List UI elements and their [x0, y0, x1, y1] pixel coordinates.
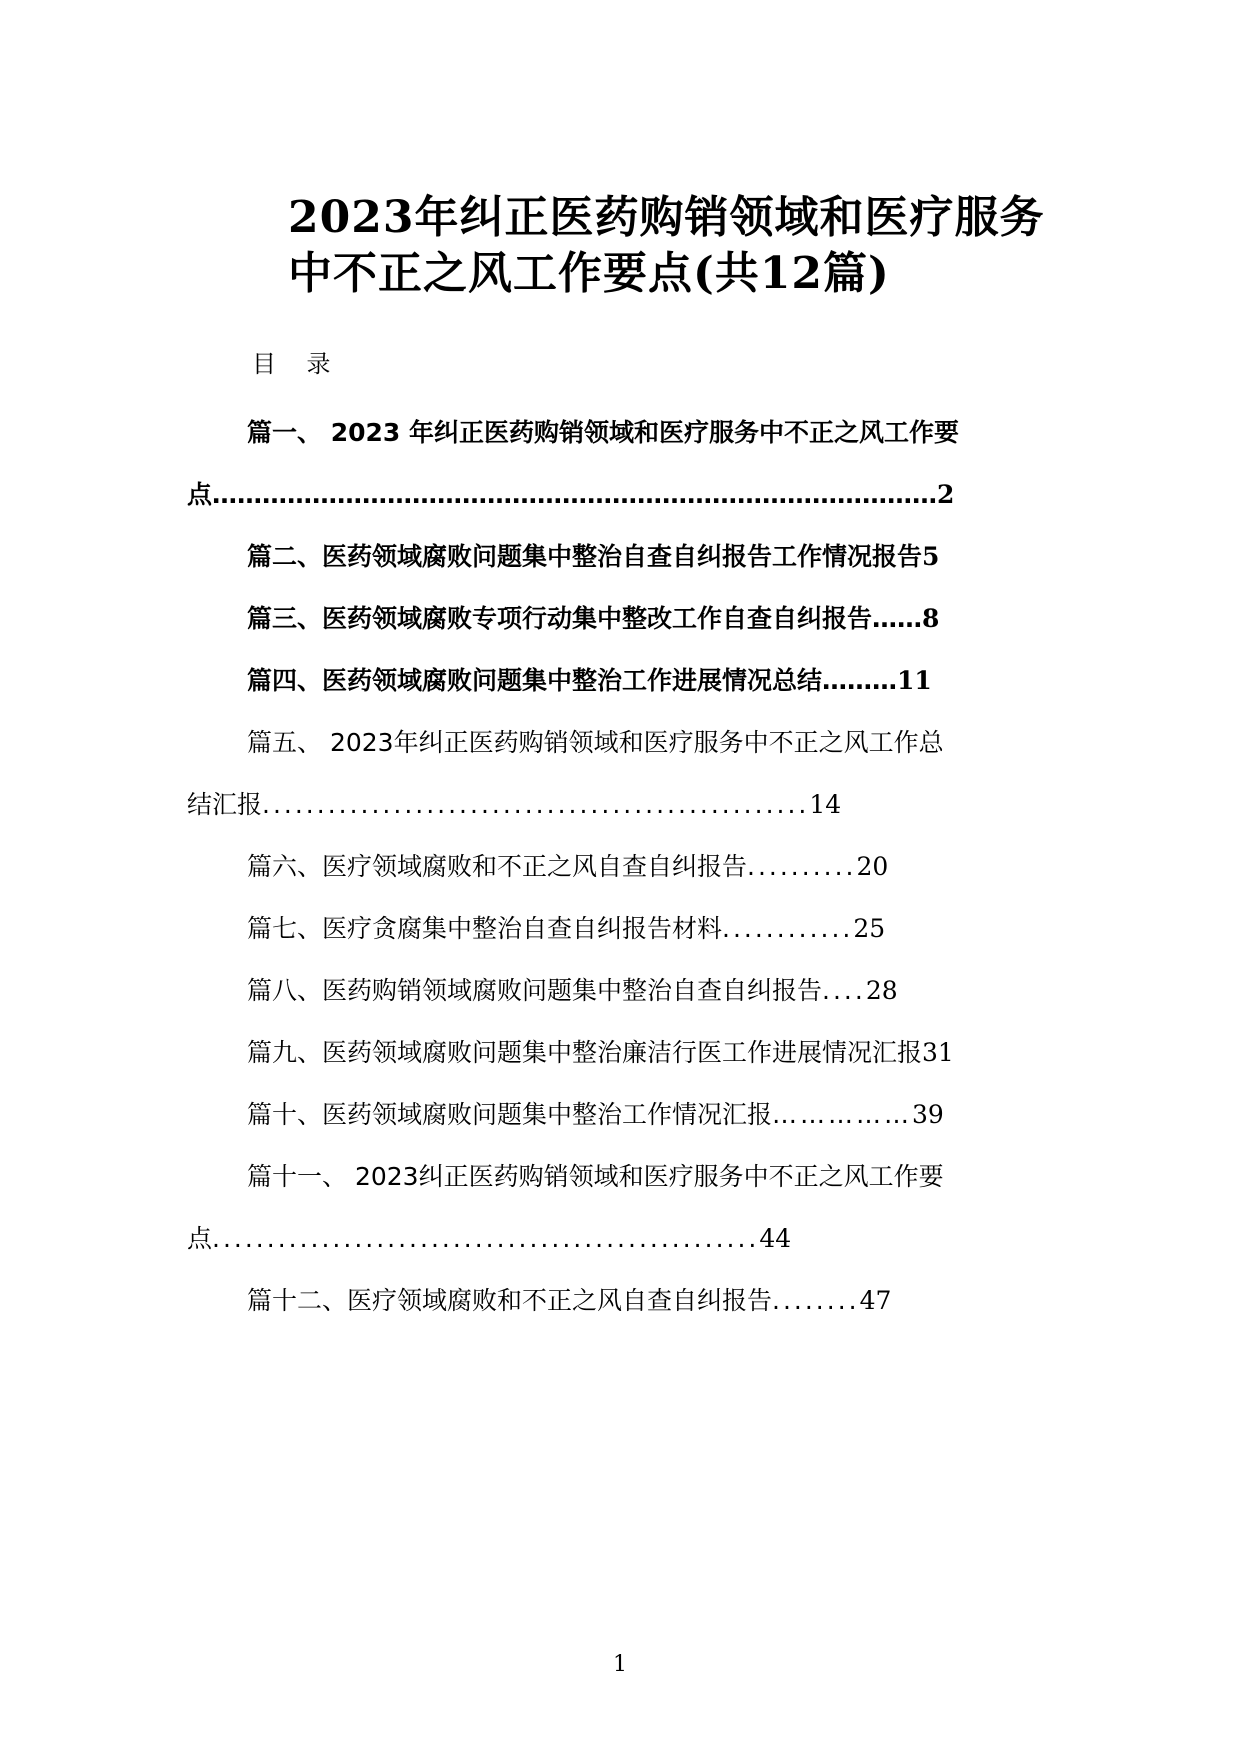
toc-page-number: 2 [937, 480, 955, 509]
toc-entry-line [187, 960, 1057, 1022]
toc-entry[interactable] [187, 836, 1057, 898]
toc-entry[interactable] [187, 588, 1057, 650]
toc-entry-title: 篇四、医药领域腐败问题集中整治工作进展情况总结 [247, 666, 823, 695]
toc-entry-line [187, 1022, 1057, 1084]
toc-entry-title: 点 [187, 1224, 213, 1253]
toc-page-number: 14 [809, 790, 842, 819]
toc-page-number: 39 [912, 1100, 944, 1129]
toc-page-number: 11 [897, 666, 932, 695]
toc-leader-dots: .......... [747, 852, 857, 881]
toc-entry-line [187, 650, 1057, 712]
toc-entry-line [187, 898, 1057, 960]
toc-entry[interactable] [187, 1270, 1057, 1332]
toc-entry-title: 点 [187, 480, 213, 509]
toc-entry-title: 篇五、 2023年纠正医药购销领域和医疗服务中不正之风工作总 [247, 728, 944, 757]
toc-page-number: 28 [865, 976, 898, 1005]
toc-entry-title: 篇二、医药领域腐败问题集中整治自查自纠报告工作情况报告 [247, 542, 923, 571]
toc-heading: 目 录 [252, 350, 331, 378]
toc-entry-line [187, 1084, 1057, 1146]
toc-page-number: 31 [922, 1038, 954, 1067]
toc-entry-line [187, 836, 1057, 898]
toc-entry[interactable] [187, 712, 1057, 836]
toc-entry-title: 篇十二、医疗领域腐败和不正之风自查自纠报告 [247, 1286, 773, 1315]
toc-leader-dots: .................................................. [262, 790, 810, 819]
table-of-contents [187, 402, 1057, 1332]
toc-page-number: 44 [759, 1224, 792, 1253]
toc-entry-line [187, 526, 1057, 588]
toc-entry[interactable] [187, 898, 1057, 960]
toc-entry-title: 篇八、医药购销领域腐败问题集中整治自查自纠报告 [247, 976, 823, 1005]
toc-page-number: 47 [859, 1286, 892, 1315]
toc-entry[interactable] [187, 1084, 1057, 1146]
toc-page-number: 20 [856, 852, 889, 881]
toc-entry[interactable] [187, 526, 1057, 588]
toc-entry-continuation [187, 1208, 1057, 1270]
toc-entry-title: 篇三、医药领域腐败专项行动集中整改工作自查自纠报告 [247, 604, 873, 633]
toc-entry-title: 结汇报 [187, 790, 263, 819]
toc-entry-continuation [187, 774, 1057, 836]
toc-entry[interactable] [187, 960, 1057, 1022]
toc-entry-line [187, 588, 1057, 650]
toc-leader-dots: ……… [822, 666, 898, 695]
toc-entry[interactable] [187, 650, 1057, 712]
toc-entry[interactable] [187, 1022, 1057, 1084]
toc-page-number: 25 [853, 914, 886, 943]
toc-leader-dots: …… [872, 604, 923, 633]
toc-entry-title: 篇十、医药领域腐败问题集中整治工作情况汇报 [247, 1100, 773, 1129]
document-title [288, 190, 1168, 302]
toc-entry-title: 篇十一、 2023纠正医药购销领域和医疗服务中不正之风工作要 [247, 1162, 944, 1191]
toc-entry-line [187, 402, 1057, 464]
toc-entry-title: 篇九、医药领域腐败问题集中整治廉洁行医工作进展情况汇报 [247, 1038, 923, 1067]
title-line-1: 2023年纠正医药购销领域和医疗服务 [288, 192, 1045, 243]
toc-leader-dots: ............ [722, 914, 854, 943]
toc-leader-dots: ........ [772, 1286, 860, 1315]
page-number: 1 [613, 1652, 627, 1677]
toc-leader-dots: .................................................. [212, 1224, 760, 1253]
toc-entry-line [187, 1270, 1057, 1332]
title-line-2: 中不正之风工作要点(共12篇) [288, 248, 890, 299]
toc-entry-title: 篇六、医疗领域腐败和不正之风自查自纠报告 [247, 852, 748, 881]
toc-entry[interactable] [187, 1146, 1057, 1270]
toc-leader-dots: .... [822, 976, 866, 1005]
toc-entry-line [187, 712, 1057, 774]
toc-page-number: 5 [922, 542, 940, 571]
toc-page-number: 8 [922, 604, 940, 633]
toc-entry-title: 篇一、 2023 年纠正医药购销领域和医疗服务中不正之风工作要 [247, 418, 959, 447]
toc-entry[interactable] [187, 402, 1057, 526]
toc-leader-dots: …………………………………………………………………………… [212, 480, 938, 509]
toc-leader-dots: …………… [772, 1100, 913, 1129]
toc-entry-continuation [187, 464, 1057, 526]
toc-entry-line [187, 1146, 1057, 1208]
toc-entry-title: 篇七、医疗贪腐集中整治自查自纠报告材料 [247, 914, 723, 943]
